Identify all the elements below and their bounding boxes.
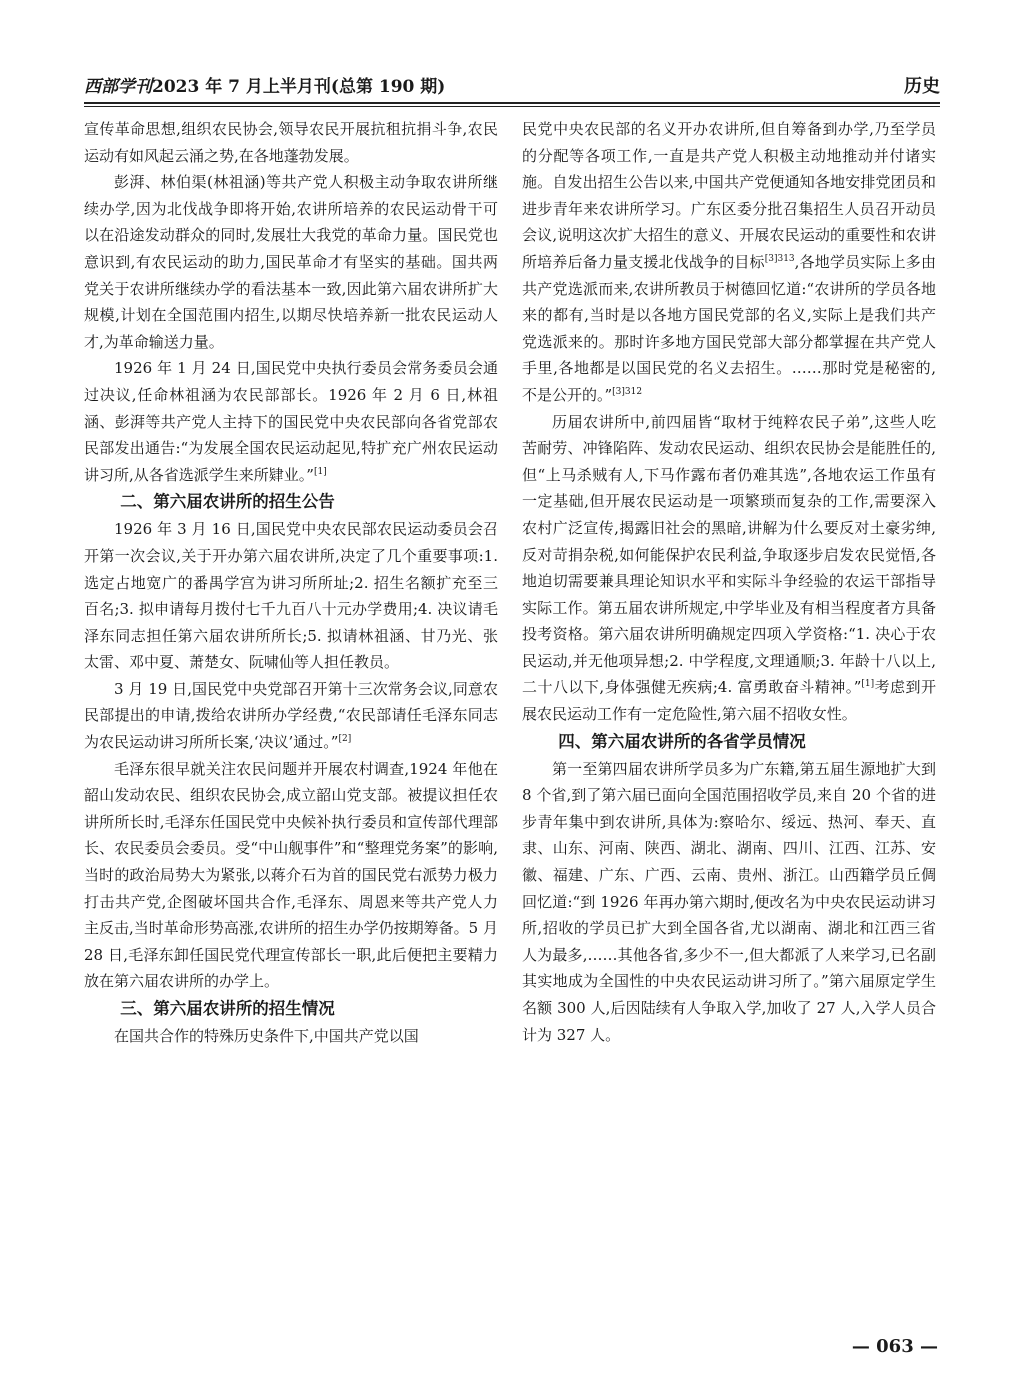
left-column bbox=[84, 116, 498, 1050]
issue-info: 2023 年 7 月上半月刊(总第 190 期) bbox=[152, 77, 446, 97]
journal-title bbox=[84, 72, 445, 97]
citation: [3]312 bbox=[612, 386, 643, 397]
paragraph: 历届农讲所中,前四届皆“取材于纯粹农民子弟”,这些人吃苦耐劳、冲锋陷阵、发动农民运动、组织农民协会是能胜任的,但“上马杀贼有人,下马作露布者仍难其选”,各地农运工作虽有一定基础,但开展农民运动是一项繁琐而复杂的工作,需要深入农村广泛宣传,揭露旧社会的黑暗,讲解为什么要反对土豪劣绅,反对苛捐杂税,如何能保护农民利益,争取逐步启发农民觉悟,各地迫切需要兼具理论知识水平和实际斗争经验的农运干部指导实际工作。第五届农讲所规定,中学毕业及有相当程度者方具备投考资格。第六届农讲所明确规定四项入学资格:“1. 决心于农民运动,并无他项异想;2. 中学程度,文理通顺;3. 年龄十八以上,二十八以下,身体强健无疾病;4. 富勇敢奋斗精神。”[1]考虑到开展农民运动工作有一定危险性,第六届不招收女性。 bbox=[522, 412, 936, 724]
running-header bbox=[84, 70, 940, 100]
section-heading: 四、第六届农讲所的各省学员情况 bbox=[558, 731, 806, 751]
right-column bbox=[522, 116, 936, 1048]
paragraph: 3 月 19 日,国民党中央党部召开第十三次常务会议,同意农民部提出的申请,拨给农讲所办学经费,“农民部请任毛泽东同志为农民运动讲习所所长案,‘决议’通过。”[2] bbox=[84, 679, 498, 752]
page-number: — 063 — bbox=[851, 1336, 938, 1357]
section-heading: 二、第六届农讲所的招生公告 bbox=[120, 492, 335, 512]
paragraph: 在国共合作的特殊历史条件下,中国共产党以国 bbox=[114, 1027, 419, 1045]
header-rule-thin bbox=[84, 106, 940, 107]
citation: [1] bbox=[313, 466, 327, 477]
section-heading: 三、第六届农讲所的招生情况 bbox=[120, 999, 335, 1018]
header-rule bbox=[84, 102, 940, 104]
citation: [2] bbox=[338, 734, 352, 745]
paragraph: 毛泽东很早就关注农民问题并开展农村调查,1924 年他在韶山发动农民、组织农民协会,成立韶山党支部。被提议担任农讲所所长时,毛泽东任国民党中央候补执行委员和宣传部代理部长、农民委员会委员。受“中山舰事件”和“整理党务案”的影响,当时的政治局势大为紧张,以蒋介石为首的国民党右派势力极力打击共产党,企图破坏国共合作,毛泽东、周恩来等共产党人力主反击,当时革命形势高涨,农讲所的招生办学仍按期筹备。5 月 28 日,毛泽东卸任国民党代理宣传部长一职,此后便把主要精力放在第六届农讲所的办学上。 bbox=[84, 759, 498, 991]
citation: [3]313 bbox=[764, 253, 795, 264]
paragraph: 彭湃、林伯渠(林祖涵)等共产党人积极主动争取农讲所继续办学,因为北伐战争即将开始,农讲所培养的农民运动骨干可以在沿途发动群众的同时,发展壮大我党的革命力量。国民党也意识到,有农民运动的助力,国民革命才有坚实的基础。国共两党关于农讲所继续办学的看法基本一致,因此第六届农讲所扩大规模,计划在全国范围内招生,以期尽快培养新一批农民运动人才,为革命输送力量。 bbox=[84, 173, 498, 351]
section-label: 历史 bbox=[904, 76, 940, 97]
paragraph: 宣传革命思想,组织农民协会,领导农民开展抗租抗捐斗争,农民运动有如风起云涌之势,在各地蓬勃发展。 bbox=[84, 120, 498, 165]
journal-logo: 西部学刊 bbox=[84, 77, 152, 97]
paragraph: 第一至第四届农讲所学员多为广东籍,第五届生源地扩大到 8 个省,到了第六届已面向全国范围招收学员,来自 20 个省的进步青年集中到农讲所,具体为:察哈尔、绥远、热河、奉天、直隶、山东、河南、陕西、湖北、湖南、四川、江西、江苏、安徽、福建、广东、广西、云南、贵州、浙江。山西籍学员丘倜回忆道:“到 1926 年再办第六期时,便改名为中央农民运动讲习所,招收的学员已扩大到全国各省,尤以湖南、湖北和江西三省人为最多,……其他各省,多少不一,但大都派了人来学习,已名副其实地成为全国性的中央农民运动讲习所了。”第六届原定学生名额 300 人,后因陆续有人争取入学,加收了 27 人,入学人员合计为 327 人。 bbox=[522, 759, 936, 1044]
citation: [1] bbox=[861, 679, 875, 690]
paragraph: 民党中央农民部的名义开办农讲所,但自筹备到办学,乃至学员的分配等各项工作,一直是共产党人积极主动地推动并付诸实施。自发出招生公告以来,中国共产党便通知各地安排党团员和进步青年来农讲所学习。广东区委分批召集招生人员召开动员会议,说明这次扩大招生的意义、开展农民运动的重要性和农讲所培养后备力量支援北伐战争的目标$^{[3]313}$,各地学员实际上多由共产党选派而来,农讲所教员于树德回忆道:“农讲所的学员各地来的都有,当时是以各地方国民党部的名义,实际上是我们共产党选派来的。那时许多地方国民党部大部分都掌握在共产党人手里,各地都是以国民党的名义去招生。……那时党是秘密的,不是公开的。”$^{[3]312}$ bbox=[522, 120, 936, 404]
paragraph: 1926 年 3 月 16 日,国民党中央农民部农民运动委员会召开第一次会议,关于开办第六届农讲所,决定了几个重要事项:1. 选定占地宽广的番禺学宫为讲习所所址;2. 招生名额扩充至三百名;3. 拟申请每月拨付七千九百八十元办学费用;4. 决议请毛泽东同志担任第六届农讲所所长;5. 拟请林祖涵、甘乃光、张太雷、邓中夏、萧楚女、阮啸仙等人担任教员。 bbox=[84, 520, 498, 672]
paragraph: 1926 年 1 月 24 日,国民党中央执行委员会常务委员会通过决议,任命林祖涵为农民部部长。1926 年 2 月 6 日,林祖涵、彭湃等共产党人主持下的国民党中央农民部向各省党部农民部发出通告:“为发展全国农民运动起见,特扩充广州农民运动讲习所,从各省选派学生来所肄业。”[1] bbox=[84, 359, 498, 484]
